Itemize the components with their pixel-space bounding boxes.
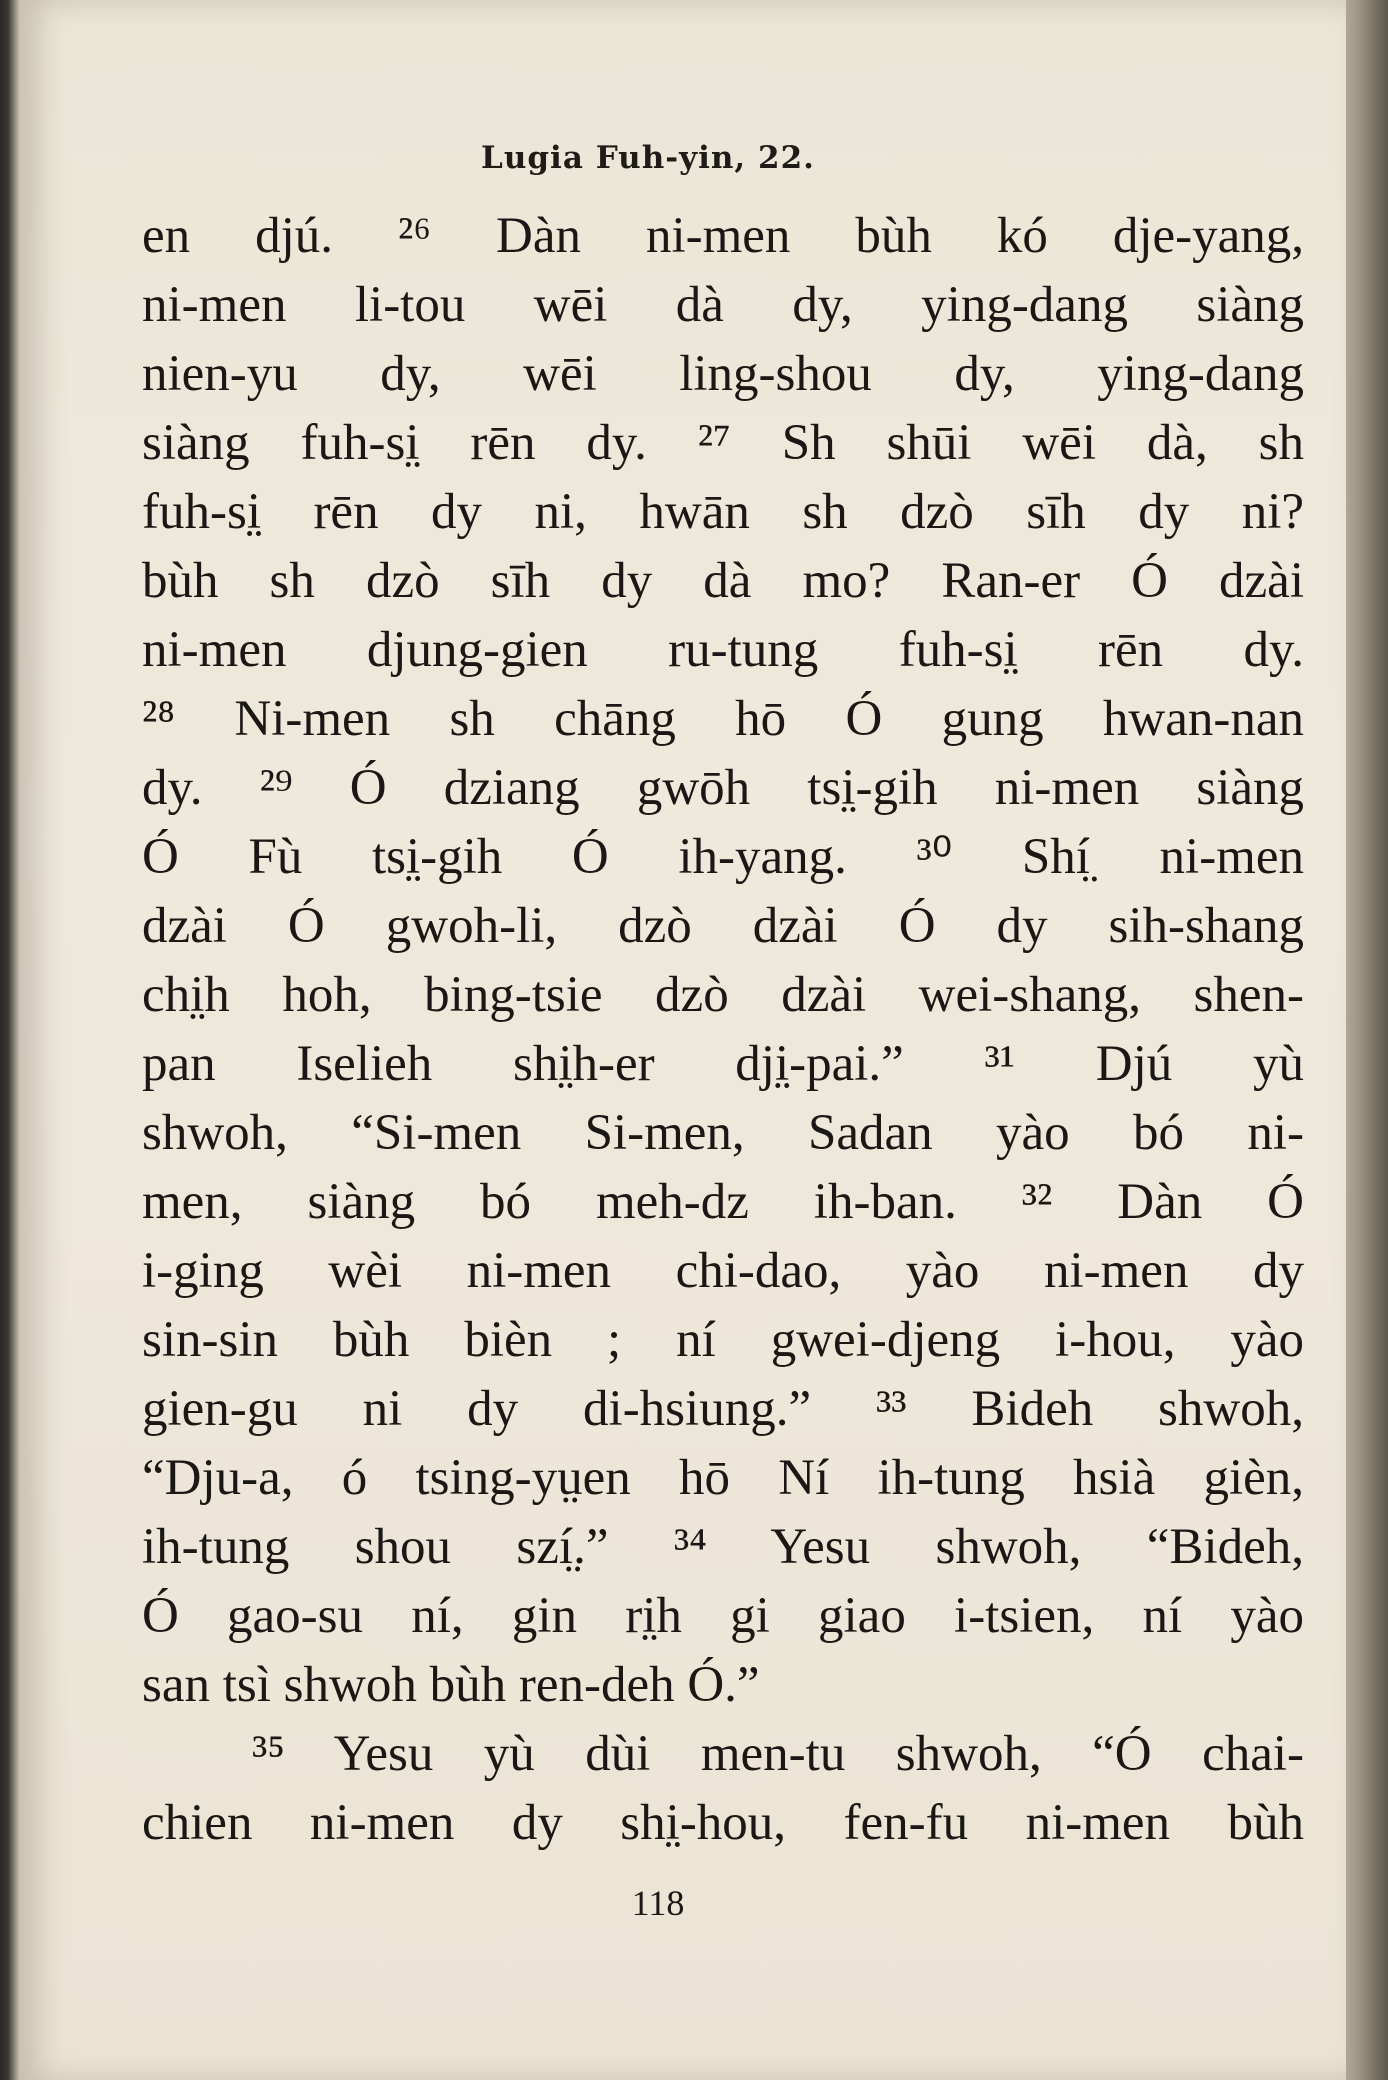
text-line: dy. ²⁹ Ó dziang gwōh tsi̤-gih ni-men siàng bbox=[142, 760, 1304, 816]
text-line: ni-men li-tou wēi dà dy, ying-dang siàng bbox=[142, 277, 1304, 333]
text-line: ih-tung shou szí̤.” ³⁴ Yesu shwoh, “Bideh, bbox=[142, 1519, 1304, 1575]
text-line: Ó Fù tsi̤-gih Ó ih-yang. ³⁰ Shí̤ ni-men bbox=[142, 829, 1304, 885]
text-line: chi̤h hoh, bing-tsie dzò dzài wei-shang, shen- bbox=[142, 967, 1304, 1023]
text-line: gien-gu ni dy di-hsiung.” ³³ Bideh shwoh, bbox=[142, 1381, 1304, 1437]
text-line: siàng fuh-si̤ rēn dy. ²⁷ Sh shūi wēi dà, sh bbox=[142, 415, 1304, 471]
text-line: i-ging wèi ni-men chi-dao, yào ni-men dy bbox=[142, 1243, 1304, 1299]
text-line: ²⁸ Ni-men sh chāng hō Ó gung hwan-nan bbox=[142, 691, 1304, 747]
text-line: bùh sh dzò sīh dy dà mo? Ran-er Ó dzài bbox=[142, 553, 1304, 609]
text-line: fuh-si̤ rēn dy ni, hwān sh dzò sīh dy ni? bbox=[142, 484, 1304, 540]
text-line: sin-sin bùh bièn ; ní gwei-djeng i-hou, yào bbox=[142, 1312, 1304, 1368]
text-line: en djú. ²⁶ Dàn ni-men bùh kó dje-yang, bbox=[142, 208, 1304, 264]
text-line: men, siàng bó meh-dz ih-ban. ³² Dàn Ó bbox=[142, 1174, 1304, 1230]
text-line: ni-men djung-gien ru-tung fuh-si̤ rēn dy. bbox=[142, 622, 1304, 678]
text-line: ³⁵ Yesu yù dùi men-tu shwoh, “Ó chai- bbox=[252, 1726, 1304, 1782]
text-line: pan Iselieh shi̤h-er dji̤-pai.” ³¹ Djú yù bbox=[142, 1036, 1304, 1092]
body-text bbox=[142, 202, 1304, 1858]
text-line: Ó gao-su ní, gin ri̤h gi giao i-tsien, ní yào bbox=[142, 1588, 1304, 1644]
text-line: nien-yu dy, wēi ling-shou dy, ying-dang bbox=[142, 346, 1304, 402]
text-line: san tsì shwoh bùh ren-deh Ó.” bbox=[142, 1657, 760, 1713]
page-number: 118 bbox=[631, 1883, 685, 1923]
text-line: “Dju-a, ó tsing-yṳen hō Ní ih-tung hsià gièn, bbox=[142, 1450, 1304, 1506]
text-line: chien ni-men dy shi̤-hou, fen-fu ni-men bùh bbox=[142, 1795, 1304, 1851]
text-line: shwoh, “Si-men Si-men, Sadan yào bó ni- bbox=[142, 1105, 1304, 1161]
running-head: Lugia Fuh-yin, 22. bbox=[481, 140, 815, 176]
text-line: dzài Ó gwoh-li, dzò dzài Ó dy sih-shang bbox=[142, 898, 1304, 954]
